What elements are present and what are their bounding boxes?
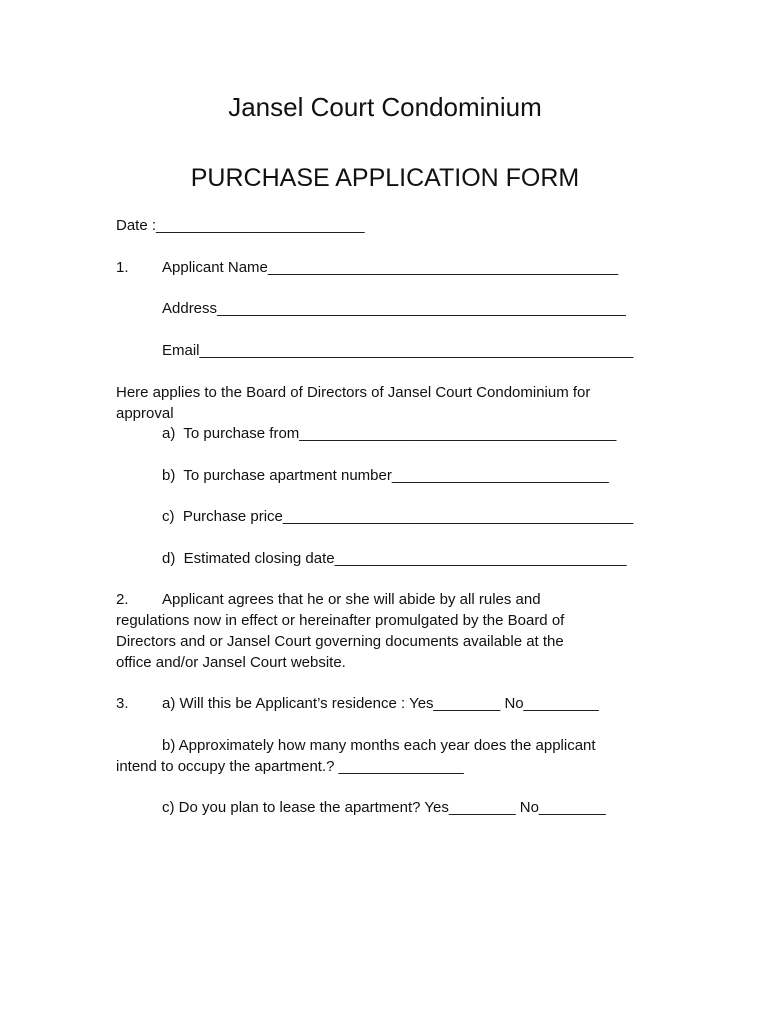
residence-question-field[interactable]: a) Will this be Applicant’s residence : Yes________ No_________ bbox=[162, 695, 599, 712]
section-2-line-3: Directors and or Jansel Court governing documents available at the bbox=[116, 633, 564, 650]
months-question-field[interactable]: intend to occupy the apartment.? _______________ bbox=[116, 758, 464, 775]
purchase-from-field[interactable]: a) To purchase from______________________________________ bbox=[162, 425, 617, 442]
section-2-number: 2. bbox=[116, 591, 129, 608]
section-2-line-1: Applicant agrees that he or she will abide by all rules and bbox=[162, 591, 541, 608]
closing-date-field[interactable]: d) Estimated closing date___________________________________ bbox=[162, 550, 627, 567]
section-2-line-2: regulations now in effect or hereinafter promulgated by the Board of bbox=[116, 612, 565, 629]
intro-text-line-2: approval bbox=[116, 405, 174, 422]
months-question-line-1: b) Approximately how many months each year does the applicant bbox=[162, 737, 596, 754]
purchase-price-field[interactable]: c) Purchase price__________________________________________ bbox=[162, 508, 634, 525]
apartment-number-field[interactable]: b) To purchase apartment number__________________________ bbox=[162, 467, 609, 484]
email-field[interactable]: Email____________________________________________________ bbox=[162, 342, 634, 359]
address-field[interactable]: Address_________________________________________________ bbox=[162, 300, 626, 317]
form-title: PURCHASE APPLICATION FORM bbox=[190, 164, 580, 192]
intro-text-line-1: Here applies to the Board of Directors of Jansel Court Condominium for bbox=[116, 384, 591, 401]
section-2-line-4: office and/or Jansel Court website. bbox=[116, 654, 346, 671]
section-3-number: 3. bbox=[116, 695, 129, 712]
lease-question-field[interactable]: c) Do you plan to lease the apartment? Yes________ No________ bbox=[162, 799, 606, 816]
date-field[interactable]: Date :_________________________ bbox=[116, 217, 365, 234]
section-1-number: 1. bbox=[116, 259, 129, 276]
applicant-name-field[interactable]: Applicant Name__________________________________________ bbox=[162, 259, 619, 276]
document-title: Jansel Court Condominium bbox=[228, 92, 542, 122]
